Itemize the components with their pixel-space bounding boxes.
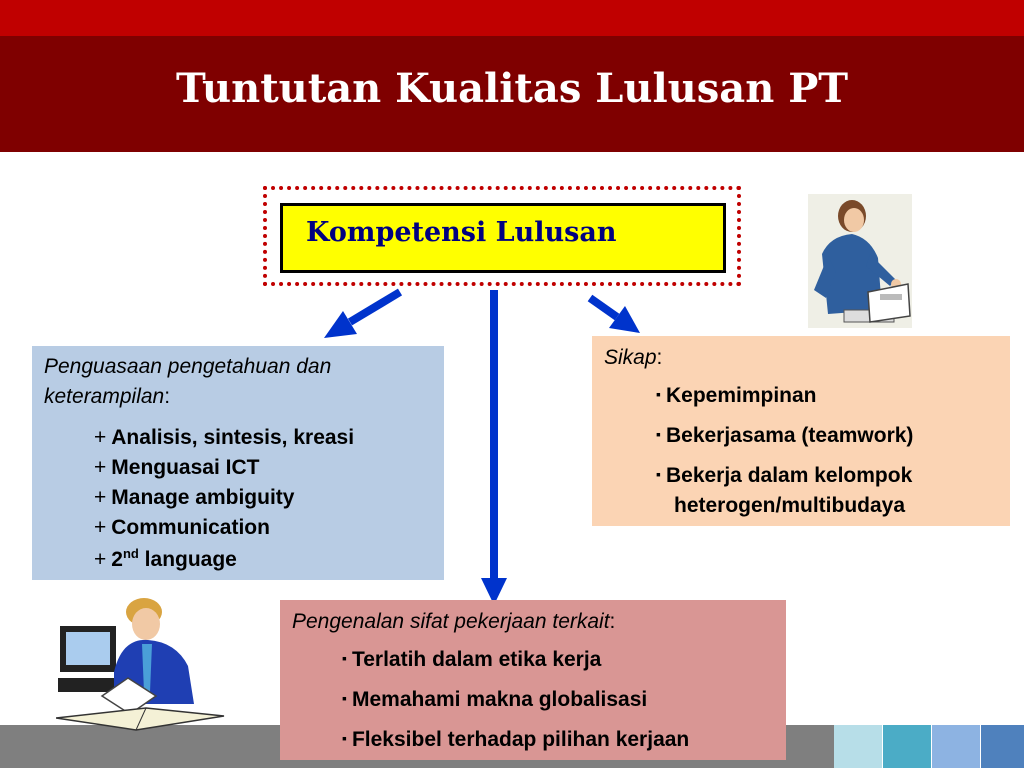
knowledge-skills-box — [32, 346, 444, 580]
attitude-item-2: ▪ Bekerjasama (teamwork) — [656, 424, 914, 447]
job-item-1: ▪ Terlatih dalam etika kerja — [342, 648, 602, 671]
woman-with-fax-clipart — [808, 194, 912, 328]
arrow-to-right-box — [590, 298, 617, 317]
attitude-item-1: ▪ Kepemimpinan — [656, 384, 817, 407]
man-at-computer-clipart — [56, 592, 226, 734]
center-box-label: Kompetensi Lulusan — [306, 217, 617, 248]
knowledge-item-3: + Manage ambiguity — [94, 486, 295, 509]
knowledge-item-5: + 2nd language — [94, 546, 237, 571]
knowledge-item-4: + Communication — [94, 516, 270, 539]
job-heading: Pengenalan sifat pekerjaan terkait: — [292, 610, 616, 633]
knowledge-heading-line2: keterampilan: — [44, 385, 171, 408]
attitude-item-3-continued: heterogen/multibudaya — [674, 494, 906, 517]
slide-title: Tuntutan Kualitas Lulusan PT — [175, 64, 849, 112]
attitude-heading: Sikap: — [604, 346, 663, 369]
knowledge-heading-line1: Penguasaan pengetahuan dan — [44, 355, 332, 378]
arrow-to-left-box — [350, 292, 400, 322]
knowledge-item-2: + Menguasai ICT — [94, 456, 260, 479]
job-item-2: ▪ Memahami makna globalisasi — [342, 688, 648, 711]
job-awareness-box — [280, 600, 786, 760]
attitude-box — [592, 336, 1010, 526]
knowledge-item-1: + Analisis, sintesis, kreasi — [94, 426, 355, 449]
job-item-3: ▪ Fleksibel terhadap pilihan kerjaan — [342, 728, 690, 751]
attitude-item-3: ▪ Bekerja dalam kelompok — [656, 464, 913, 487]
